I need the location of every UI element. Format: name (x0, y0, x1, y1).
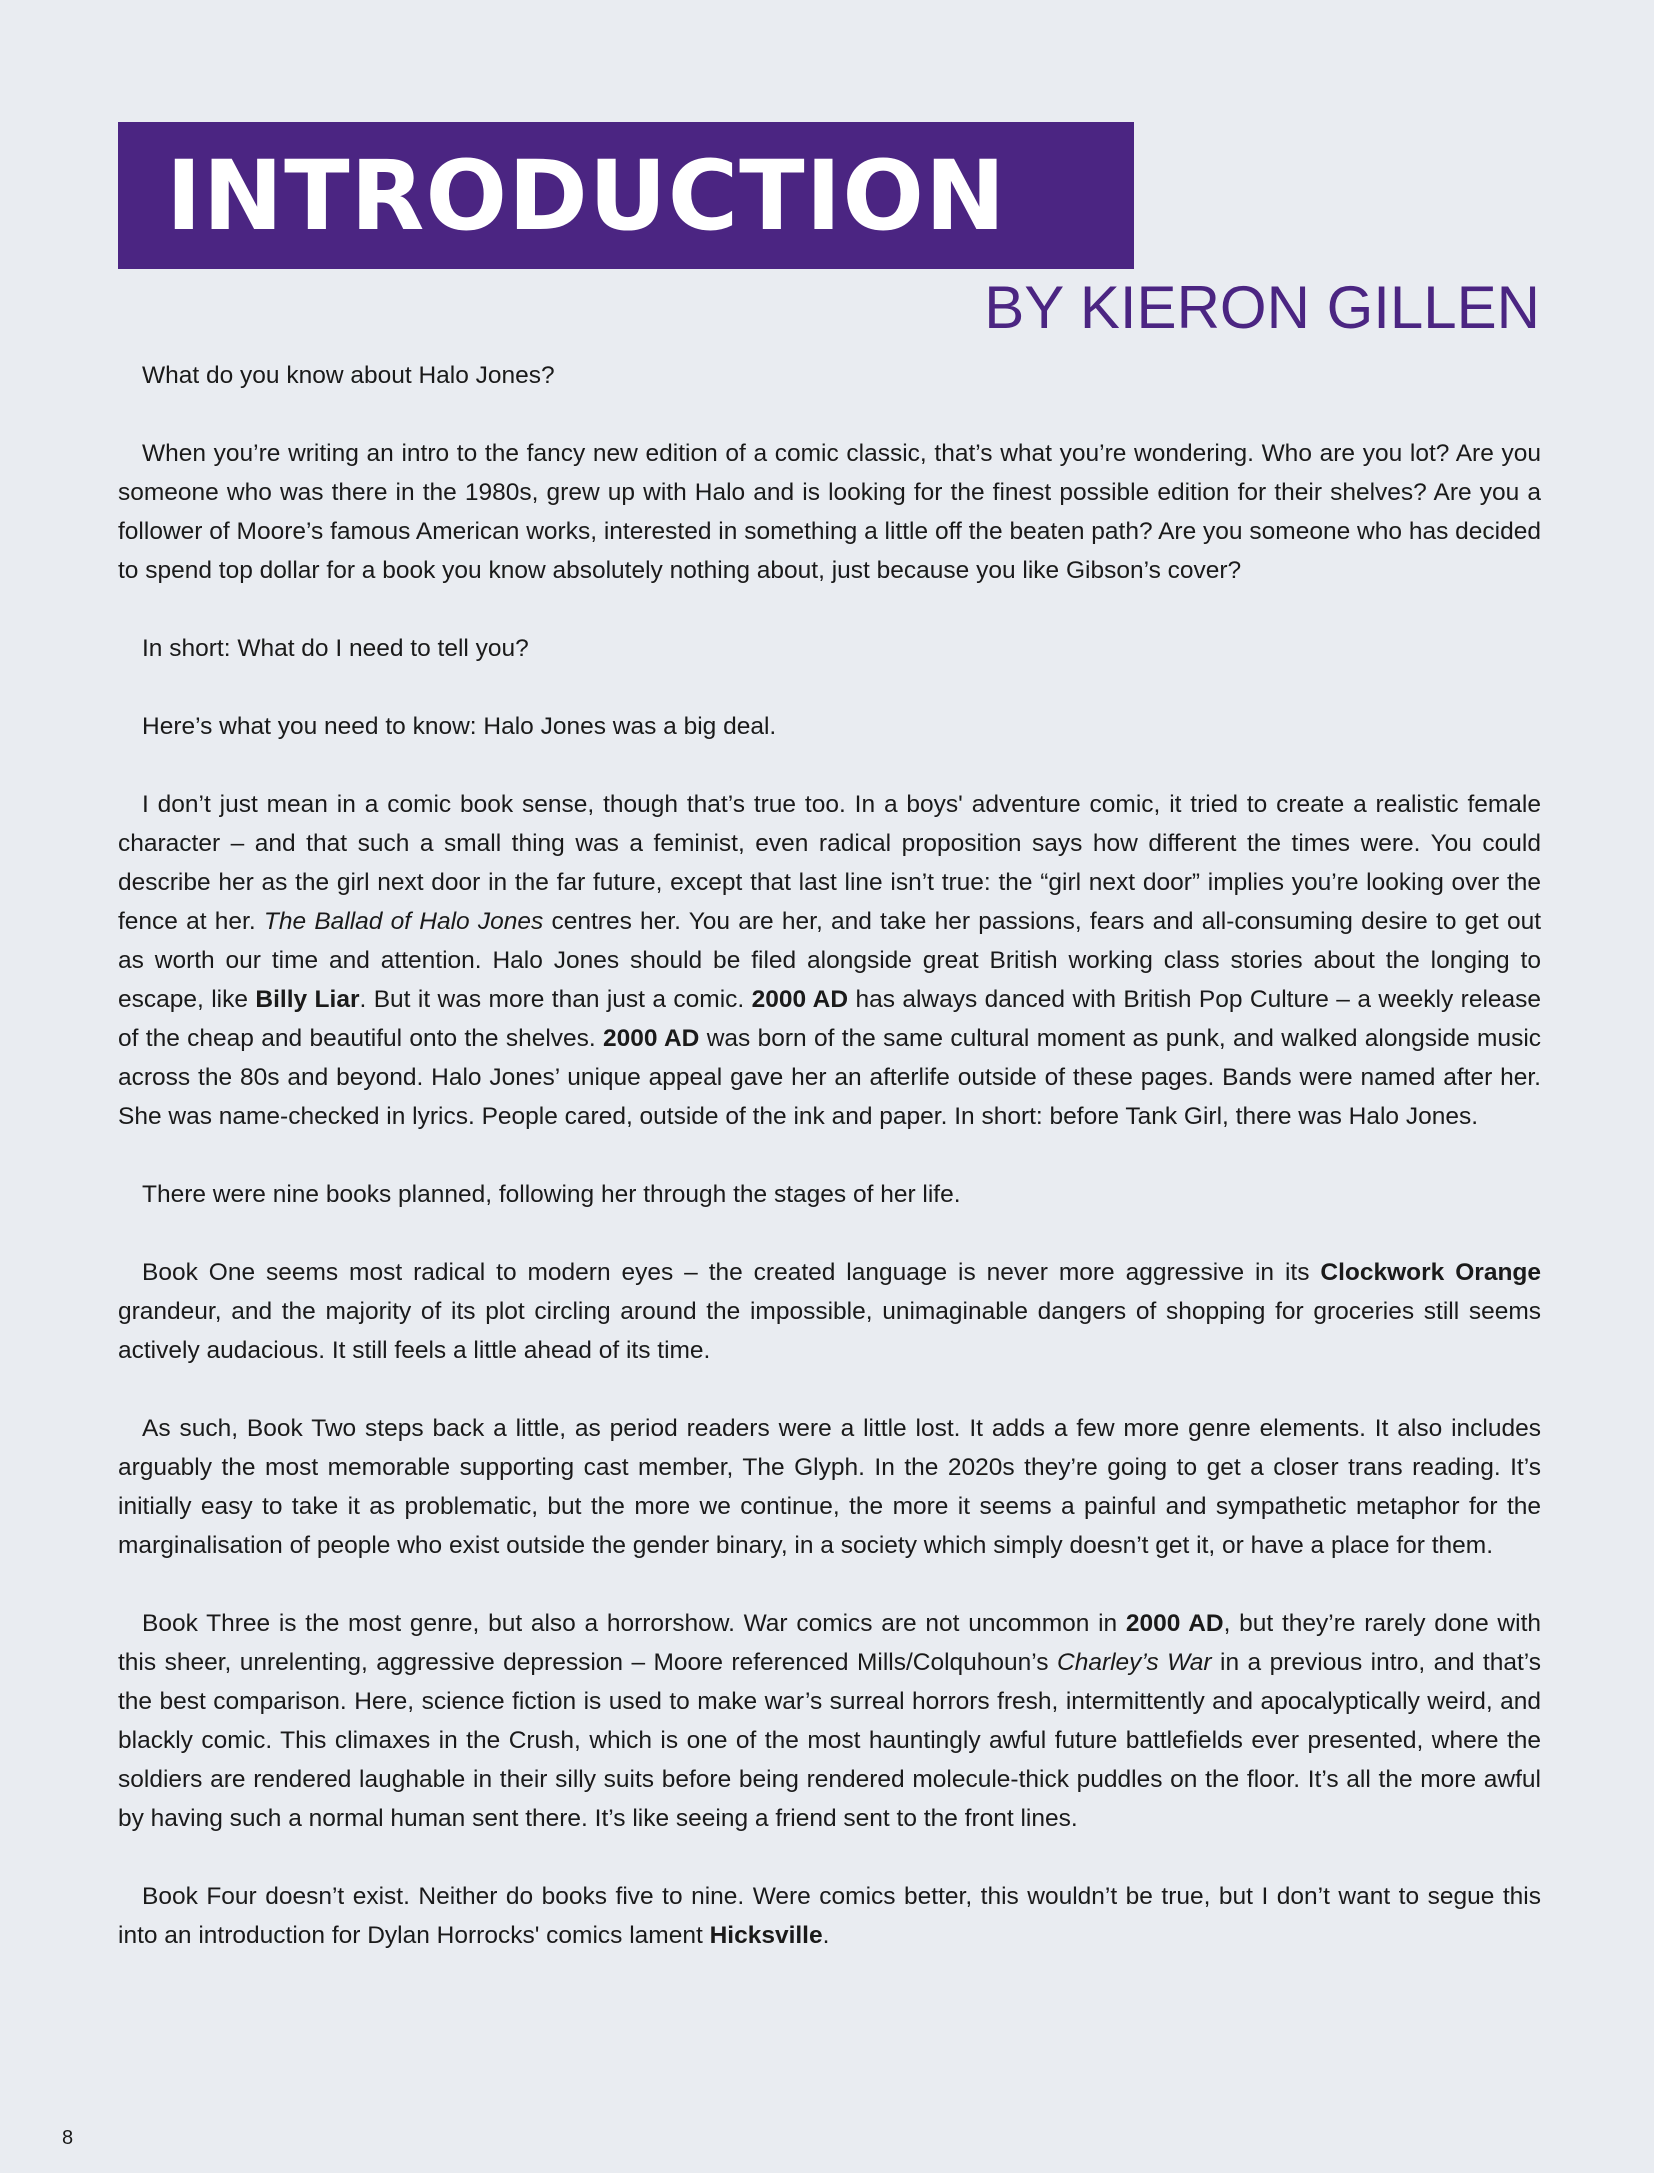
book-title-bold: Hicksville (709, 1922, 823, 1949)
paragraph-10 (118, 1877, 1541, 1955)
book-title-italic: Charley’s War (1057, 1649, 1212, 1676)
paragraph-text: I don’t just mean in a comic book sense, though that’s true too. In a boys' adventure comic, it tried to create a realistic female character – and that such a small thing was a feminist, even radical proposition says how different the times were. You could describe her as the girl next door in the far future, except that last line isn’t true: the “girl next door” implies you’re looking over the fence at her. (118, 791, 1541, 935)
book-title-bold: Clockwork Orange (1320, 1259, 1541, 1286)
paragraph-text: What do you know about Halo Jones? (142, 362, 555, 389)
paragraph-text: . But it was more than just a comic. (359, 986, 752, 1013)
paragraph-4 (118, 707, 1541, 746)
article-body (118, 356, 1541, 1955)
paragraph-9 (118, 1604, 1541, 1838)
book-title-italic: The Ballad of Halo Jones (263, 908, 544, 935)
book-title-bold: Billy Liar (255, 986, 360, 1013)
paragraph-text: centres her. You are her, and take her passions, fears and all-consuming desire to get out as worth our time and attention. Halo Jones should be filed alongside great British working class stories about the longing to escape, like (118, 908, 1542, 1013)
paragraph-text: Book Four doesn’t exist. Neither do books five to nine. Were comics better, this wouldn’t be true, but I don’t want to segue this into an introduction for Dylan Horrocks' comics lament (118, 1883, 1541, 1949)
page-title: INTRODUCTION (166, 139, 1007, 252)
page-number: 8 (62, 2127, 74, 2149)
paragraph-text: in a previous intro, and that’s the best comparison. Here, science fiction is used to make war’s surreal horrors fresh, intermittently and apocalyptically weird, and blackly comic. This climaxes in the Crush, which is one of the most hauntingly awful future battlefields ever presented, where the soldiers are rendered laughable in their silly suits before being rendered molecule-thick puddles on the floor. It’s all the more awful by having such a normal human sent there. It’s like seeing a friend sent to the front lines. (118, 1649, 1542, 1832)
paragraph-8 (118, 1409, 1541, 1565)
paragraph-7 (118, 1253, 1541, 1370)
paragraph-text: Book One seems most radical to modern eyes – the created language is never more aggressive in its (142, 1259, 1321, 1286)
publication-name: 2000 AD (751, 986, 849, 1013)
author-byline: BY KIERON GILLEN (984, 274, 1540, 341)
title-banner (118, 122, 1134, 269)
paragraph-6 (118, 1175, 1541, 1214)
paragraph-3 (118, 629, 1541, 668)
paragraph-text: Book Three is the most genre, but also a horrorshow. War comics are not uncommon in (142, 1610, 1126, 1637)
paragraph-text: Here’s what you need to know: Halo Jones was a big deal. (142, 713, 777, 740)
paragraph-5 (118, 785, 1541, 1136)
publication-name: 2000 AD (1125, 1610, 1224, 1637)
paragraph-text: grandeur, and the majority of its plot circling around the impossible, unimaginable dangers of shopping for groceries still seems actively audacious. It still feels a little ahead of its time. (118, 1298, 1541, 1364)
paragraph-text: . (822, 1922, 830, 1949)
paragraph-1 (118, 356, 1541, 395)
paragraph-2 (118, 434, 1541, 590)
paragraph-text: , but they’re rarely done with this sheer, unrelenting, aggressive depression – Moore referenced Mills/Colquhoun’s (118, 1610, 1542, 1676)
paragraph-text: There were nine books planned, following her through the stages of her life. (142, 1181, 961, 1208)
paragraph-text: In short: What do I need to tell you? (142, 635, 529, 662)
paragraph-text: When you’re writing an intro to the fancy new edition of a comic classic, that’s what you’re wondering. Who are you lot? Are you someone who was there in the 1980s, grew up with Halo and is looking for the finest possible edition for their shelves? Are you a follower of Moore’s famous American works, interested in something a little off the beaten path? Are you someone who has decided to spend top dollar for a book you know absolutely nothing about, just because you like Gibson’s cover? (118, 440, 1541, 584)
paragraph-text: has always danced with British Pop Culture – a weekly release of the cheap and beautiful onto the shelves. (118, 986, 1542, 1052)
paragraph-text: was born of the same cultural moment as punk, and walked alongside music across the 80s and beyond. Halo Jones’ unique appeal gave her an afterlife outside of these pages. Bands were named after her. She was name-checked in lyrics. People cared, outside of the ink and paper. In short: before Tank Girl, there was Halo Jones. (118, 1025, 1542, 1130)
paragraph-text: As such, Book Two steps back a little, as period readers were a little lost. It adds a few more genre elements. It also includes arguably the most memorable supporting cast member, The Glyph. In the 2020s they’re going to get a closer trans reading. It’s initially easy to take it as problematic, but the more we continue, the more it seems a painful and sympathetic metaphor for the marginalisation of people who exist outside the gender binary, in a society which simply doesn’t get it, or have a place for them. (118, 1415, 1541, 1559)
publication-name: 2000 AD (603, 1025, 700, 1052)
